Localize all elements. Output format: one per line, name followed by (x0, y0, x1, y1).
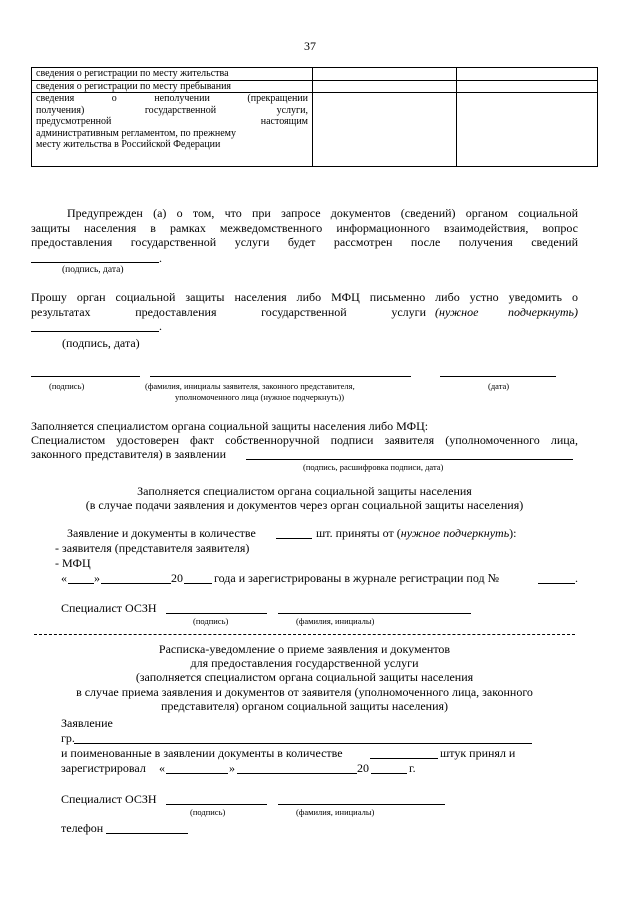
name-line[interactable] (150, 376, 411, 377)
warning-paragraph (31, 206, 578, 250)
notify-line2 (31, 305, 578, 320)
quote-open: « (61, 571, 67, 585)
signature-line[interactable] (246, 459, 573, 460)
receipt-title-2: для предоставления государственной услуги (190, 656, 419, 670)
cell-line: административным регламентом, по прежнему (36, 127, 236, 139)
registered-label: зарегистрировал (61, 761, 146, 775)
specialist-label: Специалист ОСЗН (61, 792, 157, 806)
registration-text: года и зарегистрированы в журнале регистрации под № (214, 571, 500, 585)
accepted-text: Заявление и документы в количестве (67, 526, 256, 540)
quote-close: » (229, 761, 235, 775)
name-line[interactable] (278, 804, 445, 805)
caption-name-2: уполномоченного лица (нужное подчеркнуть)) (175, 392, 345, 402)
signature-caption: (подпись, дата) (62, 336, 140, 350)
registration-number-field[interactable] (538, 583, 575, 584)
day-field[interactable] (68, 583, 94, 584)
docs-count-field[interactable] (370, 758, 438, 759)
specialist-line: Специалистом удостоверен факт собственноручной подписи заявителя (уполномоченного лица, (31, 433, 578, 447)
caption-signature: (подпись) (49, 381, 85, 391)
caption-signature-decoding: (подпись, расшифровка подписи, дата) (303, 462, 444, 472)
table-row (32, 80, 598, 93)
table-cell-empty[interactable] (457, 68, 598, 81)
period: . (159, 251, 162, 265)
name-line[interactable] (278, 613, 471, 614)
signature-line[interactable] (31, 262, 159, 263)
table-cell-empty[interactable] (313, 68, 457, 81)
warning-line: защиты населения в рамках межведомственного информационного взаимодействия, вопрос (31, 220, 578, 235)
signature-line[interactable] (31, 376, 140, 377)
year-field[interactable] (371, 773, 407, 774)
month-field[interactable] (237, 773, 357, 774)
statement-label: Заявление (61, 716, 113, 730)
signature-caption: (подпись, дата) (62, 265, 124, 275)
citizen-name-field[interactable] (74, 743, 532, 744)
cell-line: месту жительства в Российской Федерации (36, 139, 221, 150)
caption-date: (дата) (488, 381, 510, 391)
receipt-title-4: в случае приема заявления и документов от заявителя (уполномоченного лица, законного (76, 685, 533, 699)
notify-paragraph (31, 290, 578, 319)
quote-close: » (94, 571, 100, 585)
receipt-title: Расписка-уведомление о приеме заявления и документов (158, 642, 451, 656)
signature-line[interactable] (166, 804, 267, 805)
receipt-title-5: представителя) органом социальной защиты населения) (160, 699, 449, 713)
day-field[interactable] (166, 773, 228, 774)
caption-signature: (подпись) (190, 807, 226, 817)
caption-name: (фамилия, инициалы заявителя, законного представителя, (145, 381, 355, 391)
specialist-paragraph (31, 433, 578, 448)
page-number: 37 (304, 39, 316, 53)
cut-line (34, 634, 575, 635)
warning-line: предоставления государственной услуги будет рассмотрен после получения сведений (31, 235, 578, 249)
signature-line[interactable] (31, 331, 159, 332)
cell-line: предусмотренной настоящим (36, 116, 308, 127)
table-cell (32, 93, 313, 167)
table-row (32, 93, 598, 167)
notify-hint: (нужное подчеркнуть) (435, 304, 578, 319)
docs-text-2: штук принял и (440, 746, 516, 760)
docs-text: и поименованные в заявлении документы в количестве (61, 746, 343, 760)
warning-line: Предупрежден (а) о том, что при запросе документов (сведений) органом социальной (67, 206, 578, 220)
phone-label: телефон (61, 821, 104, 835)
period: . (159, 319, 162, 333)
notify-line: Прошу орган социальной защиты населения либо МФЦ письменно либо устно уведомить о (31, 290, 578, 304)
notify-text: результатах предоставления государственной услуги (31, 304, 426, 319)
option-applicant[interactable]: - заявителя (представителя заявителя) (55, 541, 250, 555)
ozsn-title: Заполняется специалистом органа социальной защиты населения (137, 484, 472, 498)
specialist-label: Специалист ОСЗН (61, 601, 157, 615)
table-cell: сведения о регистрации по месту пребывания (32, 80, 313, 93)
accepted-text-2: шт. приняты от (нужное подчеркнуть): (316, 526, 517, 540)
period: . (575, 571, 578, 585)
table-cell-empty[interactable] (313, 93, 457, 167)
citizen-label: гр. (61, 731, 75, 745)
registration-table (31, 67, 598, 167)
date-line[interactable] (440, 376, 556, 377)
year-prefix: 20 (357, 761, 369, 775)
table-cell-empty[interactable] (457, 80, 598, 93)
table-cell-empty[interactable] (313, 80, 457, 93)
specialist-heading: Заполняется специалистом органа социальной защиты населения либо МФЦ: (31, 419, 429, 433)
receipt-title-3: (заполняется специалистом органа социальной защиты населения (135, 670, 474, 684)
cell-line: получения) государственной услуги, (36, 104, 308, 116)
year-suffix: г. (409, 761, 416, 775)
count-field[interactable] (276, 538, 312, 539)
option-mfc[interactable]: - МФЦ (55, 556, 91, 570)
cell-line: сведения о неполучении (прекращении (36, 93, 308, 104)
signature-line[interactable] (166, 613, 267, 614)
table-row (32, 68, 598, 81)
caption-signature: (подпись) (193, 616, 229, 626)
ozsn-subtitle: (в случае подачи заявления и документов через орган социальной защиты населения) (85, 498, 524, 512)
caption-name: (фамилия, инициалы) (296, 807, 375, 817)
table-cell-empty[interactable] (457, 93, 598, 167)
year-field[interactable] (184, 583, 212, 584)
phone-field[interactable] (106, 833, 188, 834)
year-prefix: 20 (171, 571, 183, 585)
specialist-line: законного представителя) в заявлении (31, 447, 226, 461)
table-cell: сведения о регистрации по месту жительства (32, 68, 313, 81)
month-field[interactable] (101, 583, 171, 584)
quote-open: « (159, 761, 165, 775)
caption-name: (фамилия, инициалы) (296, 616, 375, 626)
